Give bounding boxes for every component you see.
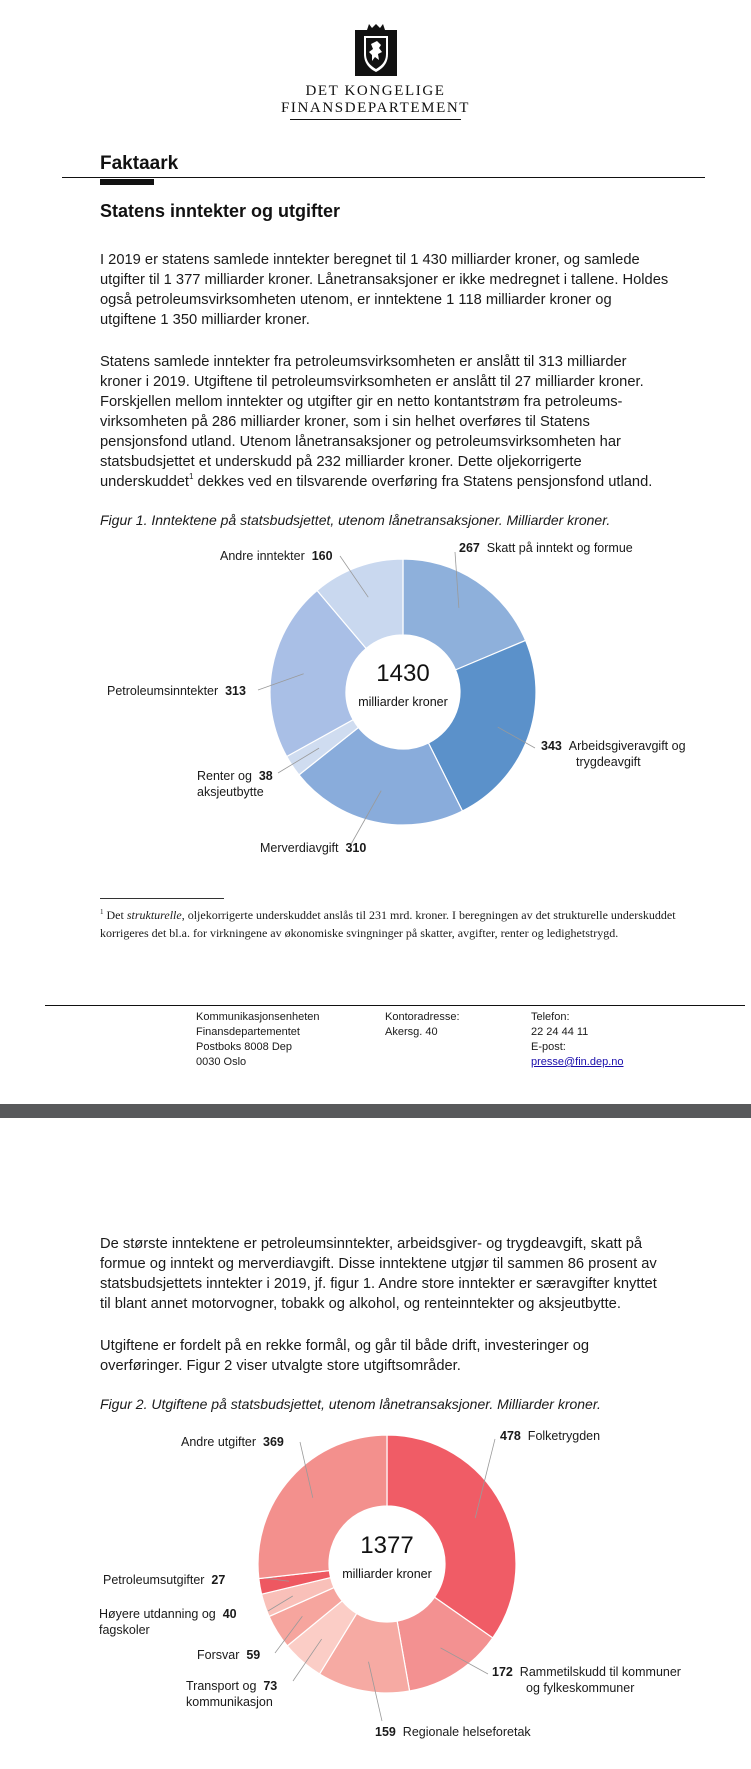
paragraph-line: utgifter til 1 377 milliarder kroner. Lånetransaksjoner er ikke medregnet i tallene. Holdes	[100, 272, 669, 288]
paragraph-4	[100, 1336, 715, 1376]
slice-label: 478 Folketrygden	[500, 1429, 601, 1443]
slice-value: 478	[500, 1429, 521, 1443]
footnote-ref[interactable]: 1	[189, 472, 194, 481]
figure-2-caption: Figur 2. Utgiftene på statsbudsjettet, utenom lånetransaksjoner. Milliarder kroner.	[100, 1396, 601, 1412]
contact-line: Postboks 8008 Dep	[196, 1041, 293, 1053]
footnote-divider	[100, 898, 224, 899]
page-title: Statens inntekter og utgifter	[100, 201, 341, 221]
slice-value: 40	[222, 1607, 237, 1621]
footnote-mark: 1	[100, 908, 104, 916]
royal-crest-icon	[355, 24, 397, 76]
slice-value: 59	[246, 1648, 261, 1662]
footnote-text-pre: Det	[103, 908, 127, 922]
paragraph-line: utgiftene 1 350 milliarder kroner.	[100, 312, 310, 328]
header-divider	[62, 177, 705, 178]
paragraph-line: overføringer. Figur 2 viser utvalgte store utgiftsområder.	[100, 1358, 461, 1374]
footnote	[100, 906, 715, 942]
slice-label: Renter og 38 aksjeutbytte	[197, 769, 273, 799]
paragraph-line: Utgiftene er fordelt på en rekke formål, og går til både drift, investeringer og	[100, 1338, 590, 1354]
paragraph-1	[100, 250, 715, 330]
donut-center-unit: milliarder kroner	[342, 1567, 432, 1581]
slice-value: 313	[225, 684, 246, 698]
donut-center-total: 1377	[360, 1532, 414, 1559]
slice-label: 172 Rammetilskudd til kommuner og fylkeskommuner	[492, 1665, 681, 1695]
paragraph-line: også petroleumsvirksomheten utenom, er inntektene 1 118 milliarder kroner og	[100, 292, 612, 308]
contact-line: Kontoradresse:	[385, 1011, 460, 1023]
slice-label: 267 Skatt på inntekt og formue	[459, 541, 633, 555]
footer-divider	[45, 1005, 745, 1006]
contact-line: 0030 Oslo	[196, 1056, 247, 1068]
paragraph-line: statsbudsjettet et underskudd på 232 milliarder kroner. Dette oljekorrigerte	[100, 454, 582, 470]
paragraph-line: formue og inntekt og merverdiavgift. Disse inntektene utgjør til sammen 86 prosent av	[100, 1256, 657, 1272]
paragraph-line: De største inntektene er petroleumsinntekter, arbeidsgiver- og trygdeavgift, skatt på	[100, 1236, 643, 1252]
slice-label: Transport og 73 kommunikasjon	[186, 1679, 278, 1709]
slice-label: 343 Arbeidsgiveravgift og trygdeavgift	[541, 739, 686, 769]
paragraph-line: Forskjellen mellom inntekter og utgifter gir en netto kontantstrøm fra petroleums-	[100, 394, 623, 410]
contact-line: Telefon:	[531, 1011, 570, 1023]
paragraph-line: I 2019 er statens samlede inntekter beregnet til 1 430 milliarder kroner, og samlede	[100, 252, 640, 268]
donut-svg	[0, 1428, 751, 1769]
paragraph-tail: dekkes ved en tilsvarende overføring fra Statens pensjonsfond utland.	[193, 474, 653, 490]
slice-value: 369	[263, 1435, 284, 1449]
underskuddet-word: underskuddet	[100, 474, 190, 490]
contact-office	[385, 1010, 460, 1040]
paragraph-line: Statens samlede inntekter fra petroleumsvirksomheten er anslått til 313 milliarder	[100, 354, 627, 370]
slice-value: 343	[541, 739, 562, 753]
contact-line: 22 24 44 11	[531, 1026, 589, 1038]
contact-line: Kommunikasjonsenheten	[196, 1011, 320, 1023]
slice-value: 159	[375, 1725, 396, 1739]
slice-label: Andre utgifter 369	[181, 1435, 284, 1449]
slice-label: Høyere utdanning og 40 fagskoler	[99, 1607, 237, 1637]
contact-line: E-post:	[531, 1041, 566, 1053]
figure-1-caption: Figur 1. Inntektene på statsbudsjettet, utenom lånetransaksjoner. Milliarder kroner.	[100, 512, 611, 528]
paragraph-line: kroner i 2019. Utgiftene til petroleumsvirksomheten er anslått til 27 milliarder kroner.	[100, 374, 644, 390]
paragraph-line: pensjonsfond utland. Utenom lånetransaksjoner og petroleumsvirksomheten har	[100, 434, 621, 450]
contact-line: Akersg. 40	[385, 1026, 438, 1038]
paragraph-line: virksomheten på 286 milliarder kroner, som i sin helhet overføres til Statens	[100, 414, 590, 430]
slice-label: Petroleumsinntekter 313	[107, 684, 246, 698]
slice-value: 38	[258, 769, 273, 783]
slice-value: 73	[263, 1679, 278, 1693]
ministry-underline	[290, 119, 461, 120]
figure-2-donut-chart	[0, 1428, 751, 1769]
paragraph-line	[100, 472, 715, 492]
ministry-name-line1: DET KONGELIGE	[305, 83, 446, 99]
contact-phone-email	[531, 1010, 624, 1070]
slice-value: 267	[459, 541, 480, 555]
email-link[interactable]: presse@fin.dep.no	[531, 1056, 624, 1068]
slice-value: 172	[492, 1665, 513, 1679]
paragraph-3	[100, 1234, 715, 1314]
slice-value: 310	[345, 841, 367, 855]
slice-label: Forsvar 59	[197, 1648, 261, 1662]
donut-center-total: 1430	[376, 660, 430, 687]
slice-label: 159 Regionale helseforetak	[375, 1725, 531, 1739]
contact-address	[196, 1010, 320, 1070]
contact-line: Finansdepartementet	[196, 1026, 300, 1038]
slice-label: Andre inntekter 160	[220, 549, 333, 563]
paragraph-2	[100, 352, 715, 492]
page-2	[0, 1118, 751, 1769]
figure-1-donut-chart	[0, 540, 751, 860]
ministry-name-line2: FINANSDEPARTEMENT	[280, 100, 471, 116]
footnote-emphasis: strukturelle	[126, 908, 182, 922]
paragraph-line: til blant annet motorvogner, tobakk og alkohol, og renteinntekter og aksjeutbytte.	[100, 1296, 621, 1312]
page-separator	[0, 1104, 751, 1118]
slice-label: Merverdiavgift 310	[260, 841, 367, 855]
slice-label: Petroleumsutgifter 27	[103, 1573, 226, 1587]
donut-center-unit: milliarder kroner	[358, 695, 448, 709]
paragraph-line: statsbudsjettets inntekter i 2019, jf. figur 1. Andre store inntekter er særavgifter knyttet	[100, 1276, 657, 1292]
footnote-text-post: , oljekorrigerte underskuddet anslås til 231 mrd. kroner. I beregningen av det strukturelle underskuddet korrigeres det bl.a. for virkningene av økonomiske svingninger på skatter, avgifter, renter og ledighetstrygd.	[100, 908, 676, 940]
doc-type-bar	[100, 179, 154, 185]
doc-type-label: Faktaark	[100, 153, 179, 174]
slice-value: 27	[211, 1573, 226, 1587]
slice-value: 160	[311, 549, 333, 563]
